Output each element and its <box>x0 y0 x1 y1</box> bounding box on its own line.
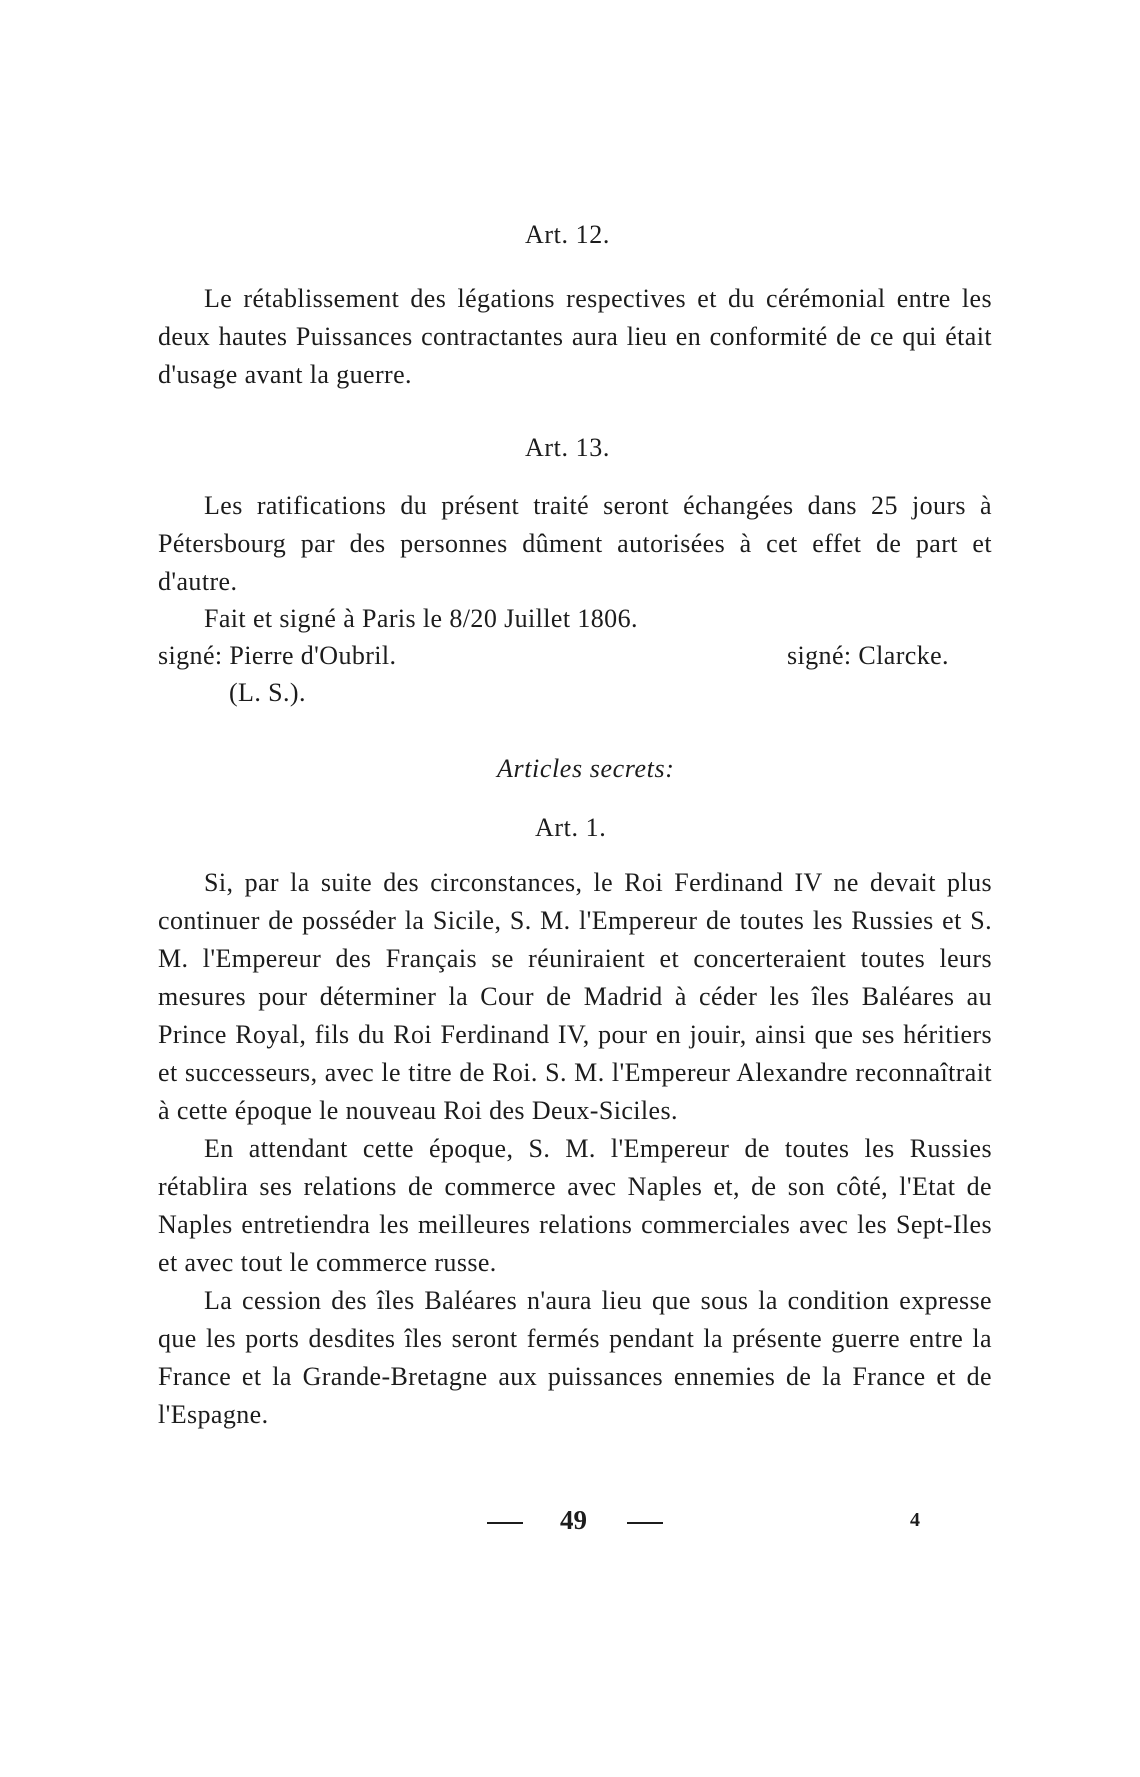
art-12-heading: Art. 12. <box>525 220 610 249</box>
secret-articles-title: Articles secrets: <box>497 754 675 783</box>
signature-mark: 4 <box>910 1509 920 1531</box>
art-13-heading: Art. 13. <box>525 433 610 462</box>
footer-dash-left <box>487 1522 523 1524</box>
secret-articles-body <box>158 864 992 1434</box>
seal-mark: (L. S.). <box>229 678 306 707</box>
signature-left: signé: Pierre d'Oubril. <box>158 641 397 670</box>
page-number: 49 <box>560 1505 587 1535</box>
art-12-body <box>158 280 992 394</box>
signature-right: signé: Clarcke. <box>787 641 949 670</box>
footer-dash-right <box>627 1522 663 1524</box>
secret-paragraph-3: La cession des îles Baléares n'aura lieu que sous la condition expresse que les ports desdites îles seront fermés pendant la présente guerre entre la France et la Grande-Bretagne aux puissances ennemies de la France et de l'Espagne. <box>158 1286 992 1429</box>
art-12-paragraph: Le rétablissement des légations respectives et du cérémonial entre les deux hautes Puissances contractantes aura lieu en conformité de ce qui était d'usage avant la guerre. <box>158 284 992 389</box>
art-13-body <box>158 487 992 601</box>
signing-line: Fait et signé à Paris le 8/20 Juillet 1806. <box>204 604 638 633</box>
art-13-paragraph: Les ratifications du présent traité seront échangées dans 25 jours à Pétersbourg par des personnes dûment autorisées à cet effet de part et d'autre. <box>158 491 992 596</box>
secret-paragraph-1: Si, par la suite des circonstances, le Roi Ferdinand IV ne devait plus continuer de posséder la Sicile, S. M. l'Empereur de toutes les Russies et S. M. l'Empereur des Français se réuniraient et concerteraient toutes leurs mesures pour déterminer la Cour de Madrid à céder les îles Baléares au Prince Royal, fils du Roi Ferdinand IV, pour en jouir, ainsi que ses héritiers et successeurs, avec le titre de Roi. S. M. l'Empereur Alexandre reconnaîtrait à cette époque le nouveau Roi des Deux-Siciles. <box>158 868 992 1125</box>
secret-art-1-heading: Art. 1. <box>535 813 607 842</box>
secret-paragraph-2: En attendant cette époque, S. M. l'Empereur de toutes les Russies rétablira ses relations de commerce avec Naples et, de son côté, l'Etat de Naples entretiendra les meilleures relations commerciales avec les Sept-Iles et avec tout le commerce russe. <box>158 1134 992 1277</box>
